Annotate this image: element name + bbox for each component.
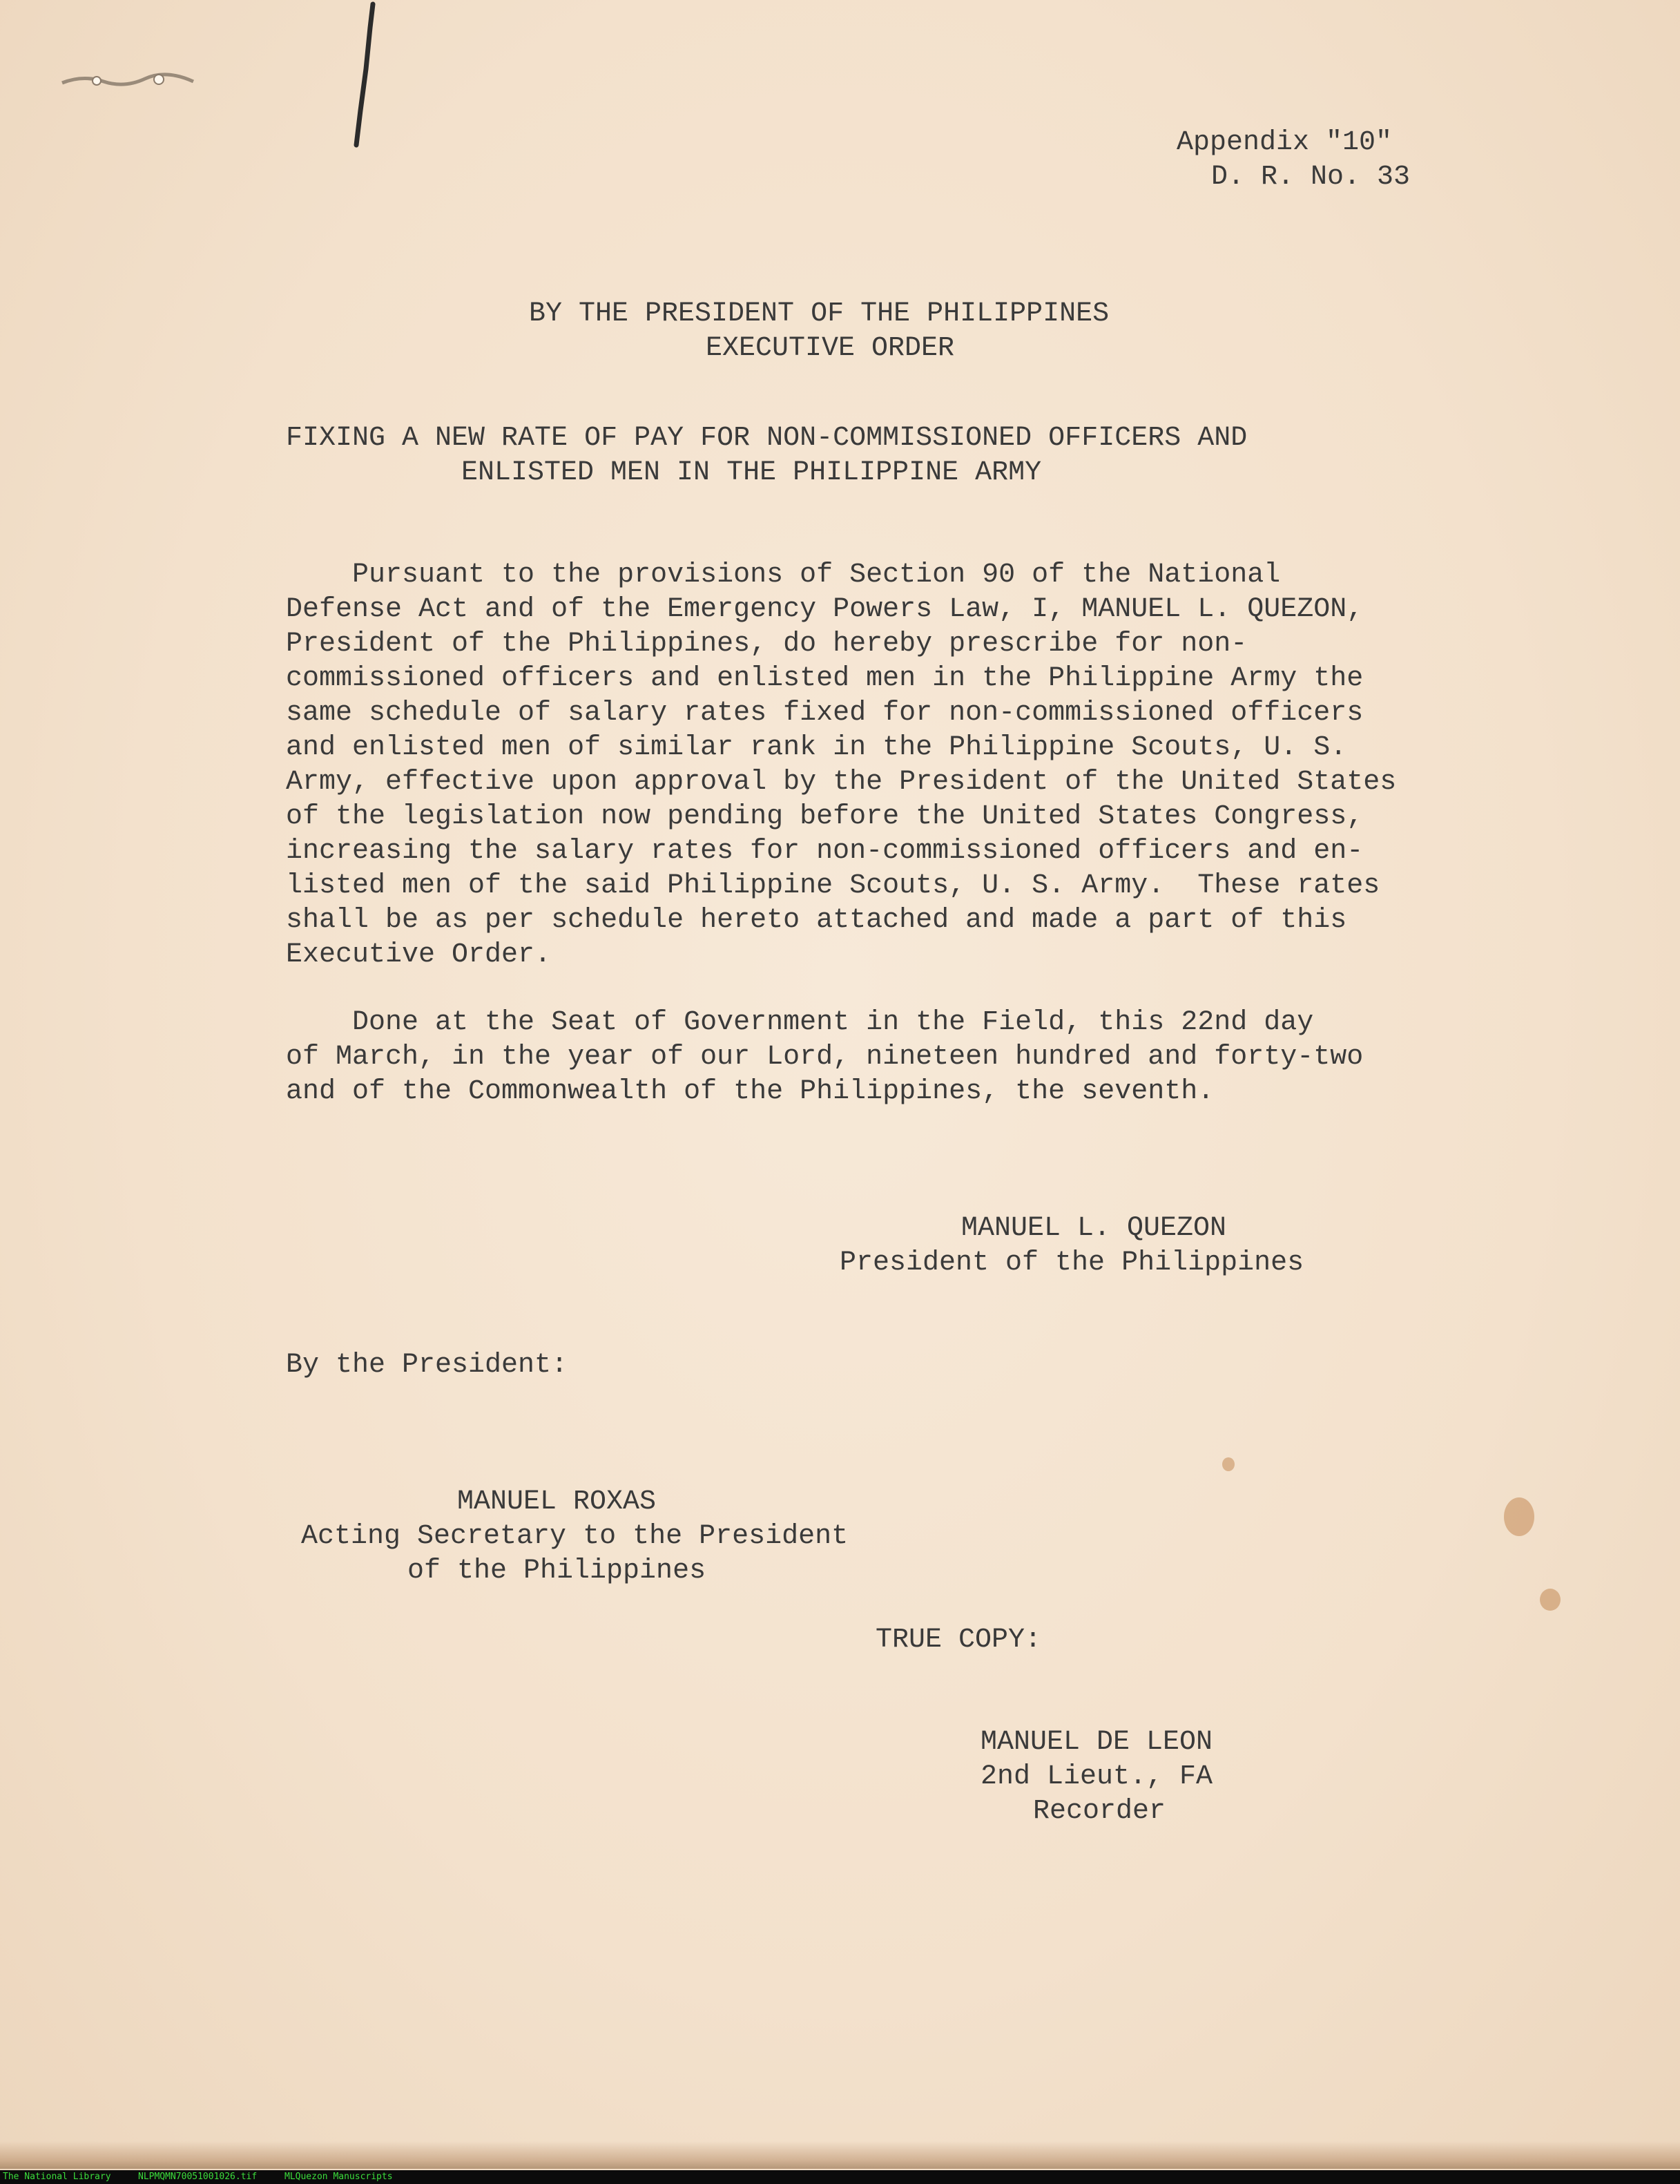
paragraph-line: listed men of the said Philippine Scouts, U. S. Army. These rates	[286, 870, 1380, 901]
paragraph-line: of the legislation now pending before the United States Congress,	[286, 801, 1364, 832]
by-the-president-label: By the President:	[286, 1350, 568, 1381]
bottom-edge-stain	[0, 2141, 1680, 2169]
footer-file-name: NLPMQMN70051001026.tif	[138, 2172, 258, 2182]
paragraph-line: commissioned officers and enlisted men in the Philippine Army the	[286, 663, 1364, 694]
pencil-mark	[319, 0, 381, 180]
signature-rank-recorder: 2nd Lieut., FA	[981, 1761, 1213, 1792]
signature-name-roxas: MANUEL ROXAS	[457, 1486, 657, 1517]
paragraph-line: of March, in the year of our Lord, nineteen hundred and forty-two	[286, 1042, 1364, 1073]
scan-footer-bar	[0, 2170, 1680, 2184]
paragraph-line: same schedule of salary rates fixed for non-commissioned officers	[286, 698, 1364, 729]
subject-line-2: ENLISTED MEN IN THE PHILIPPINE ARMY	[461, 457, 1042, 488]
subject-line-1: FIXING A NEW RATE OF PAY FOR NON-COMMISSIONED OFFICERS AND	[286, 423, 1248, 454]
footer-library-label: The National Library	[3, 2172, 111, 2182]
signature-title-secretary: Acting Secretary to the President	[301, 1521, 849, 1552]
appendix-label: Appendix "10"	[1177, 127, 1393, 158]
signature-role-recorder: Recorder	[1033, 1796, 1166, 1827]
paragraph-line: and enlisted men of similar rank in the Philippine Scouts, U. S.	[286, 732, 1347, 763]
footer-collection-label: MLQuezon Manuscripts	[284, 2172, 393, 2182]
paragraph-line: Army, effective upon approval by the President of the United States	[286, 767, 1397, 798]
paragraph-line: Defense Act and of the Emergency Powers Law, I, MANUEL L. QUEZON,	[286, 594, 1364, 625]
paragraph-line: shall be as per schedule hereto attached and made a part of this	[286, 905, 1347, 936]
paragraph-line: increasing the salary rates for non-commissioned officers and en-	[286, 836, 1364, 867]
heading-by-the-president: BY THE PRESIDENT OF THE PHILIPPINES	[529, 298, 1110, 329]
signature-title-secretary-line2: of the Philippines	[407, 1555, 706, 1587]
true-copy-label: TRUE COPY:	[876, 1625, 1042, 1656]
dr-number: D. R. No. 33	[1211, 162, 1411, 193]
paragraph-line: Pursuant to the provisions of Section 90 of the National	[286, 559, 1281, 591]
paragraph-line: Executive Order.	[286, 939, 552, 970]
paragraph-line: and of the Commonwealth of the Philippines, the seventh.	[286, 1076, 1215, 1107]
punch-hole-mark	[55, 62, 200, 97]
signature-name-de-leon: MANUEL DE LEON	[981, 1727, 1213, 1758]
heading-executive-order: EXECUTIVE ORDER	[706, 333, 955, 364]
signature-title-president: President of the Philippines	[840, 1247, 1304, 1278]
stain-spot	[1222, 1457, 1235, 1471]
stain-spot	[1540, 1589, 1561, 1611]
paragraph-line: Done at the Seat of Government in the Field, this 22nd day	[286, 1007, 1314, 1038]
signature-name-quezon: MANUEL L. QUEZON	[961, 1213, 1227, 1244]
paragraph-line: President of the Philippines, do hereby prescribe for non-	[286, 629, 1248, 660]
stain-spot	[1504, 1497, 1534, 1536]
